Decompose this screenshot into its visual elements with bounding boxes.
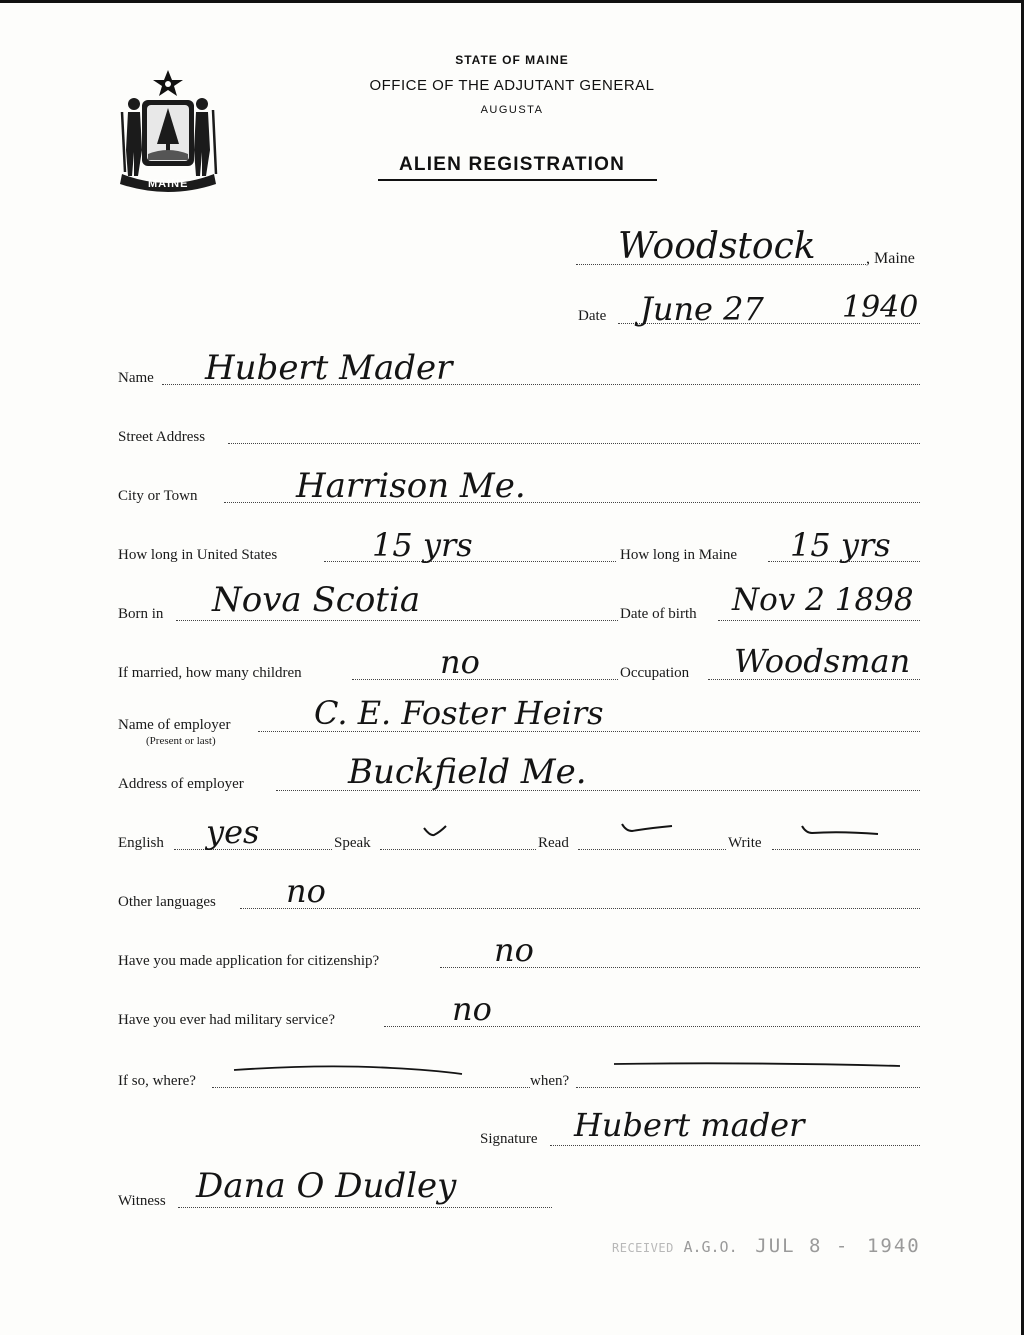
english-label: English xyxy=(118,835,164,851)
header-city: AUGUSTA xyxy=(480,104,544,116)
witness-label: Witness xyxy=(118,1193,166,1209)
write-label: Write xyxy=(728,835,762,851)
employer-address-value: Buckfield Me. xyxy=(348,752,587,792)
how-long-maine-value: 15 yrs xyxy=(790,526,891,564)
military-value: no xyxy=(452,990,492,1028)
date-of-birth-label: Date of birth xyxy=(620,606,697,622)
town-value: Woodstock xyxy=(618,226,816,267)
seal-banner-text: MAINE xyxy=(148,178,189,190)
when-dash-mark xyxy=(612,1058,902,1072)
date-year: 1940 xyxy=(842,290,919,325)
english-value: yes xyxy=(206,813,260,851)
other-languages-line xyxy=(240,908,920,909)
read-label: Read xyxy=(538,835,569,851)
employer-name-label: Name of employer xyxy=(118,717,231,733)
frame-border-top xyxy=(0,0,1024,3)
street-address-label: Street Address xyxy=(118,429,206,445)
employer-name-value: C. E. Foster Heirs xyxy=(314,694,604,732)
witness-line xyxy=(178,1207,552,1208)
read-check-mark xyxy=(620,822,674,838)
name-label: Name xyxy=(118,370,154,386)
date-of-birth-value: Nov 2 1898 xyxy=(732,582,914,618)
occupation-value: Woodsman xyxy=(734,642,911,680)
when-label: when? xyxy=(530,1073,570,1089)
date-label: Date xyxy=(578,308,607,324)
stamp-date: JUL 8 - xyxy=(755,1235,850,1257)
signature-label: Signature xyxy=(480,1131,538,1147)
when-line xyxy=(576,1087,920,1088)
born-in-value: Nova Scotia xyxy=(212,580,421,620)
city-value: Harrison Me. xyxy=(296,466,526,506)
name-value: Hubert Mader xyxy=(205,348,453,388)
children-line xyxy=(352,679,618,680)
where-line xyxy=(212,1087,530,1088)
children-value: no xyxy=(440,643,480,681)
date-month-day: June 27 xyxy=(640,290,764,328)
stamp-office: A.G.O. xyxy=(683,1238,738,1256)
how-long-maine-label: How long in Maine xyxy=(620,547,738,563)
speak-line xyxy=(380,849,536,850)
read-line xyxy=(578,849,726,850)
write-check-mark xyxy=(800,824,880,840)
other-languages-value: no xyxy=(286,872,326,910)
children-label: If married, how many children xyxy=(118,665,302,681)
signature-line xyxy=(550,1145,920,1146)
citizenship-label: Have you made application for citizenship? xyxy=(118,953,380,969)
occupation-label: Occupation xyxy=(620,665,690,681)
header-state: STATE OF MAINE xyxy=(455,53,569,67)
military-label: Have you ever had military service? xyxy=(118,1012,335,1028)
employer-address-label: Address of employer xyxy=(118,776,244,792)
born-in-line xyxy=(176,620,618,621)
employer-name-sublabel: (Present or last) xyxy=(146,735,216,747)
date-of-birth-line xyxy=(718,620,920,621)
signature-value: Hubert mader xyxy=(574,1106,805,1144)
other-languages-label: Other languages xyxy=(118,894,216,910)
form-title: ALIEN REGISTRATION xyxy=(398,154,626,175)
speak-label: Speak xyxy=(334,835,371,851)
street-address-line xyxy=(228,443,920,444)
how-long-us-value: 15 yrs xyxy=(372,526,473,564)
state-label: , Maine xyxy=(866,250,915,267)
where-label: If so, where? xyxy=(118,1073,196,1089)
stamp-received: RECEIVED xyxy=(612,1241,674,1255)
citizenship-value: no xyxy=(494,931,534,969)
born-in-label: Born in xyxy=(118,606,164,622)
write-line xyxy=(772,849,920,850)
witness-value: Dana O Dudley xyxy=(196,1166,457,1206)
stamp-year: 1940 xyxy=(866,1235,921,1257)
city-label: City or Town xyxy=(118,488,198,504)
title-underline xyxy=(378,179,657,181)
speak-check-mark xyxy=(422,824,448,840)
where-dash-mark xyxy=(232,1062,464,1078)
header-office: OFFICE OF THE ADJUTANT GENERAL xyxy=(369,77,655,94)
how-long-us-label: How long in United States xyxy=(118,547,278,563)
received-stamp xyxy=(612,1235,921,1257)
